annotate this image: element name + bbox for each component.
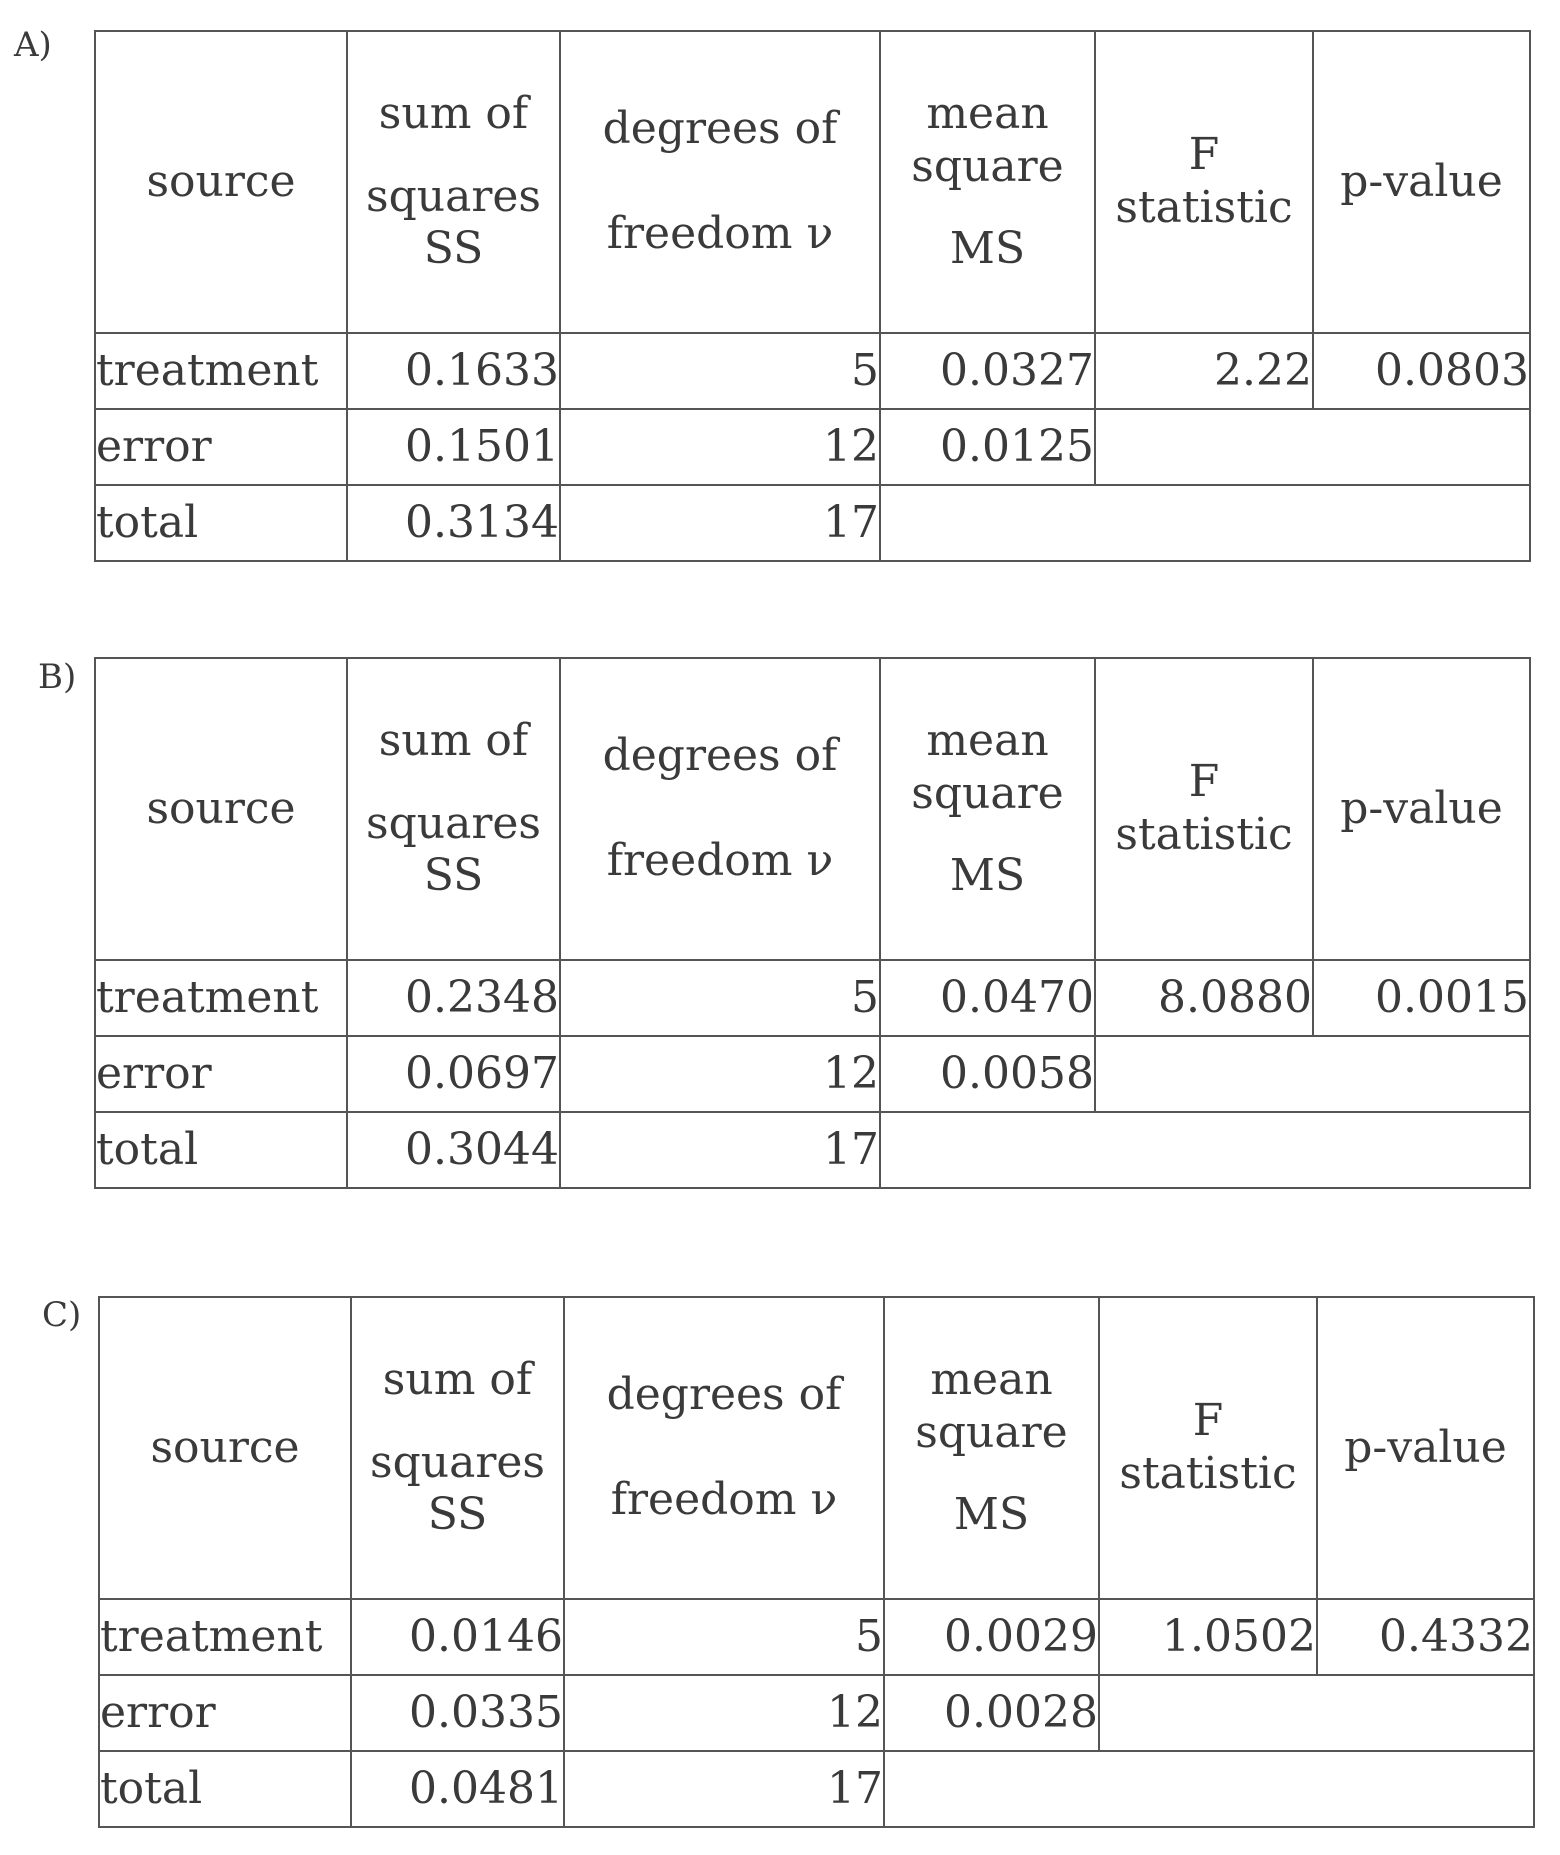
header-degrees-of-freedom: degrees of freedom ν xyxy=(560,31,880,333)
header-degrees-of-freedom: degrees of freedom ν xyxy=(560,658,880,960)
table-row-total xyxy=(99,1751,1534,1827)
header-p-value: p-value xyxy=(1313,31,1530,333)
table-row-error xyxy=(95,1036,1530,1112)
cell-ms: 0.0470 xyxy=(880,960,1095,1036)
header-sum-of-squares: sum of squares SS xyxy=(347,658,560,960)
cell-source: total xyxy=(95,485,347,561)
table-row-error xyxy=(99,1675,1534,1751)
table-row-treatment xyxy=(95,333,1530,409)
table-row-total xyxy=(95,485,1530,561)
header-mean-square: mean square MS xyxy=(884,1297,1099,1599)
cell-df: 12 xyxy=(564,1675,884,1751)
empty-cell xyxy=(1095,409,1530,485)
cell-ss: 0.0697 xyxy=(347,1036,560,1112)
empty-cell xyxy=(1095,1036,1530,1112)
panel-label-a: A) xyxy=(14,25,52,65)
empty-cell xyxy=(880,1112,1530,1188)
header-source: source xyxy=(95,31,347,333)
cell-df: 17 xyxy=(564,1751,884,1827)
cell-source: treatment xyxy=(95,333,347,409)
table-row-error xyxy=(95,409,1530,485)
cell-p: 0.0015 xyxy=(1313,960,1530,1036)
cell-source: treatment xyxy=(95,960,347,1036)
header-f-statistic: F statistic xyxy=(1095,658,1313,960)
header-p-value: p-value xyxy=(1313,658,1530,960)
cell-df: 12 xyxy=(560,1036,880,1112)
cell-ss: 0.2348 xyxy=(347,960,560,1036)
table-row-treatment xyxy=(99,1599,1534,1675)
panel-label-c: C) xyxy=(42,1295,82,1335)
cell-df: 5 xyxy=(560,960,880,1036)
cell-ms: 0.0028 xyxy=(884,1675,1099,1751)
cell-ss: 0.0481 xyxy=(351,1751,564,1827)
cell-ss: 0.1501 xyxy=(347,409,560,485)
cell-df: 17 xyxy=(560,485,880,561)
header-source: source xyxy=(99,1297,351,1599)
table-row-treatment xyxy=(95,960,1530,1036)
empty-cell xyxy=(1099,1675,1534,1751)
header-f-statistic: F statistic xyxy=(1095,31,1313,333)
header-row xyxy=(95,658,1530,960)
cell-f: 8.0880 xyxy=(1095,960,1313,1036)
cell-source: total xyxy=(99,1751,351,1827)
header-sum-of-squares: sum of squares SS xyxy=(347,31,560,333)
table-row-total xyxy=(95,1112,1530,1188)
cell-ms: 0.0125 xyxy=(880,409,1095,485)
cell-ms: 0.0029 xyxy=(884,1599,1099,1675)
cell-p: 0.0803 xyxy=(1313,333,1530,409)
empty-cell xyxy=(880,485,1530,561)
cell-ss: 0.0146 xyxy=(351,1599,564,1675)
cell-ms: 0.0327 xyxy=(880,333,1095,409)
cell-source: error xyxy=(99,1675,351,1751)
header-degrees-of-freedom: degrees of freedom ν xyxy=(564,1297,884,1599)
empty-cell xyxy=(884,1751,1534,1827)
cell-ss: 0.3134 xyxy=(347,485,560,561)
cell-source: total xyxy=(95,1112,347,1188)
header-p-value: p-value xyxy=(1317,1297,1534,1599)
header-f-statistic: F statistic xyxy=(1099,1297,1317,1599)
header-mean-square: mean square MS xyxy=(880,658,1095,960)
cell-f: 1.0502 xyxy=(1099,1599,1317,1675)
cell-p: 0.4332 xyxy=(1317,1599,1534,1675)
cell-ss: 0.3044 xyxy=(347,1112,560,1188)
cell-ss: 0.0335 xyxy=(351,1675,564,1751)
cell-df: 5 xyxy=(560,333,880,409)
header-mean-square: mean square MS xyxy=(880,31,1095,333)
header-sum-of-squares: sum of squares SS xyxy=(351,1297,564,1599)
panel-label-b: B) xyxy=(38,657,77,697)
header-source: source xyxy=(95,658,347,960)
cell-source: error xyxy=(95,1036,347,1112)
anova-table-c xyxy=(98,1296,1535,1828)
anova-table-a xyxy=(94,30,1531,562)
cell-source: error xyxy=(95,409,347,485)
anova-table-b xyxy=(94,657,1531,1189)
cell-f: 2.22 xyxy=(1095,333,1313,409)
header-row xyxy=(99,1297,1534,1599)
cell-df: 17 xyxy=(560,1112,880,1188)
cell-source: treatment xyxy=(99,1599,351,1675)
cell-df: 12 xyxy=(560,409,880,485)
header-row xyxy=(95,31,1530,333)
cell-ms: 0.0058 xyxy=(880,1036,1095,1112)
cell-df: 5 xyxy=(564,1599,884,1675)
cell-ss: 0.1633 xyxy=(347,333,560,409)
